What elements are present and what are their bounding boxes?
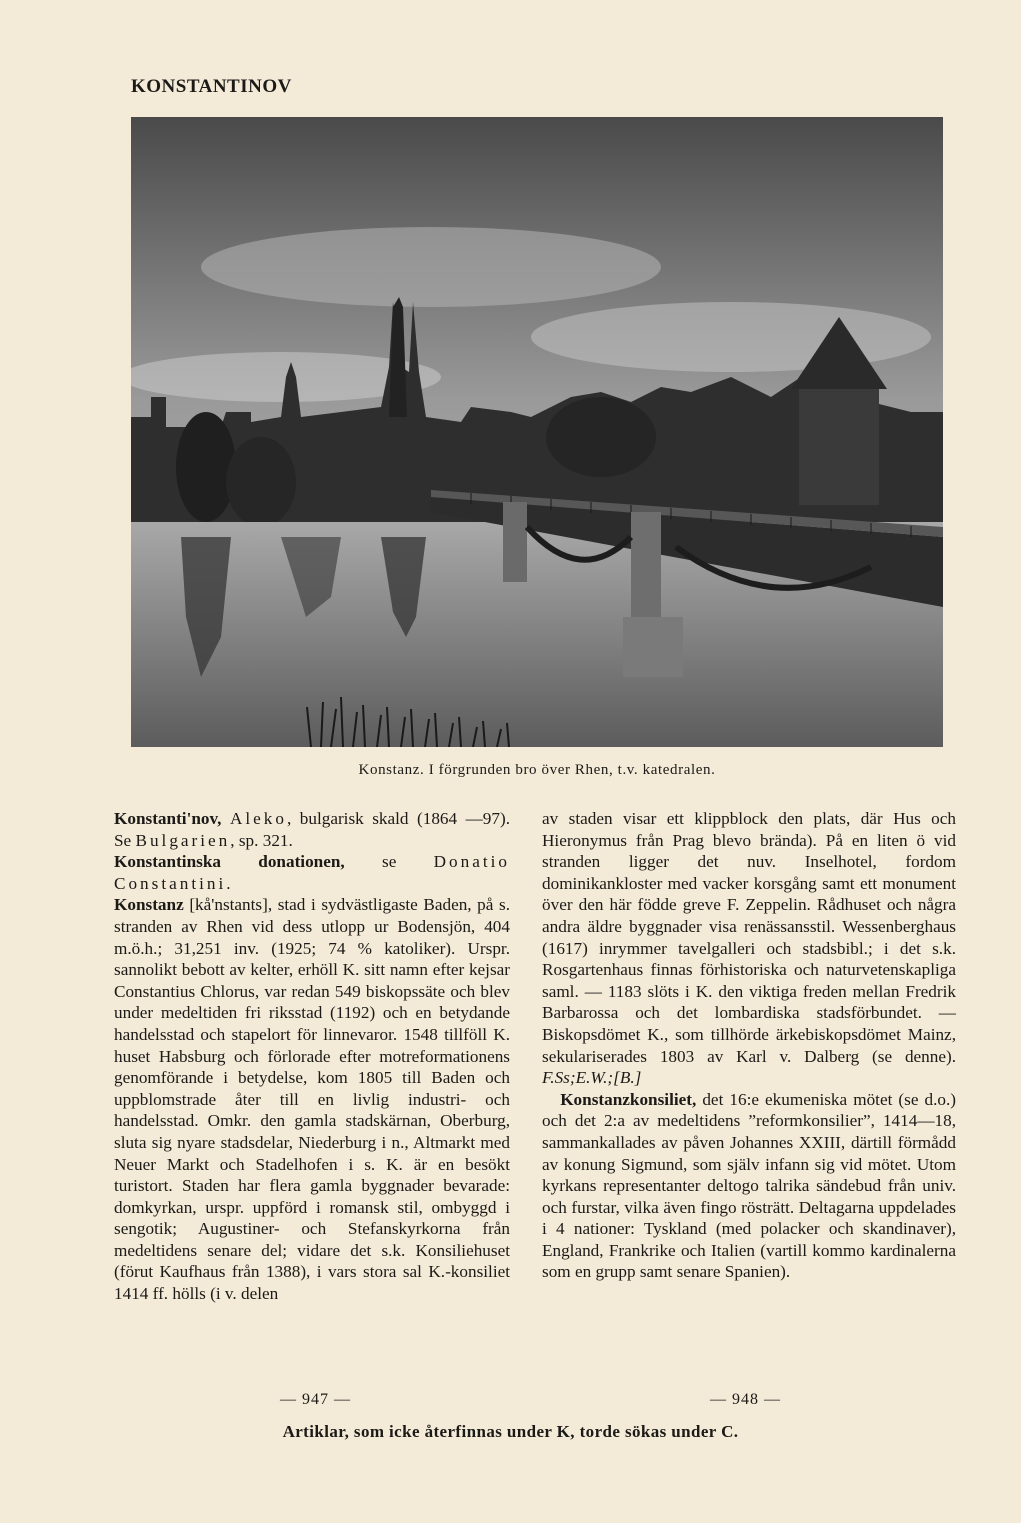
spaced-name: Aleko	[229, 809, 287, 828]
entry-konstanz	[114, 894, 510, 1304]
entry-text: [kå'nstants], stad i sydvästligaste Baden, på s. stranden av Rhen vid dess utlopp ur Bodensjön, 404 m.ö.h.; 31,251 inv. (1925; 74 % katoliker). Urspr. sannolikt bebott av kelter, erhöll K. sitt namn efter kejsar Constantius Chlorus, var redan 549 biskopssäte och blev under medeltiden fri riksstad (1192) och en betydande handelsstad och stapelort för linnevaror. 1548 tillföll K. huset Habsburg och förlorade efter motreformationens genomförande i betydelse, kom 1805 till Baden och uppblomstrade åter till en livlig industri- och handelsstad. Omkr. den gamla stadskärnan, Oberburg, sluta sig nyare stadsdelar, Niederburg i n., Altmarkt med Neuer Markt och Stadelhofen i s. K. är en besökt turistort. Staden har flera gamla byggnader bevarade: domkyrkan, urspr. uppförd i romansk stil, ombyggd i sengotik; Augustiner- och Stefanskyrkorna från medeltidens senare del; vidare det s.k. Konsiliehuset (förut Kaufhaus från 1388), i vars stora sal K.-konsiliet 1414 ff. hölls (i v. delen	[114, 895, 510, 1304]
entry-konstanz-continued	[542, 808, 956, 1089]
author-signature: F.Ss;E.W.;[B.]	[542, 1068, 642, 1088]
entry-head: Konstantinska donationen,	[114, 852, 345, 872]
entry-text: det 16:e ekumeniska mötet (se d.o.) och det 2:a av medeltidens ”reformkonsilier”, 1414—18, sammankallades av påven Johannes XXIII, därtill förmådd av konung Sigmund, som själv infann sig vid mötet. Utom kyrkans representanter deltogo talrika sändebud från univ. och furstar, vilka även fingo rösträtt. Deltagarna uppdelades i 4 nationer: Tyskland (med polacker och skandinaver), England, Frankrike och Italien (vartill kommo kardinalerna som en grupp samt senare Spanien).	[542, 1089, 957, 1282]
entry-text: .	[226, 873, 231, 893]
page-number-right: — 948 —	[710, 1391, 781, 1408]
photo-caption: Konstanz. I förgrunden bro över Rhen, t.v. katedralen.	[358, 762, 716, 778]
running-head: KONSTANTINOV	[131, 76, 292, 97]
footer-note: Artiklar, som icke återfinnas under K, torde sökas under C.	[282, 1422, 739, 1441]
entry-head: Konstanz	[114, 895, 184, 915]
entry-text: se	[344, 852, 397, 872]
entry-text: , bulgarisk skald (1864 —97). Se	[114, 809, 510, 850]
entry-head: Konstanti'nov,	[114, 809, 222, 828]
entry-konstantinov	[114, 808, 510, 851]
photo-illustration	[131, 117, 943, 747]
cross-reference: Donatio Constantini	[114, 852, 510, 893]
cross-reference: Bulgarien	[135, 830, 231, 850]
entry-text: , sp. 321.	[230, 830, 293, 850]
konstanz-photograph	[131, 117, 943, 747]
entry-konstantinska-donationen	[114, 851, 510, 894]
page-number-left: — 947 —	[280, 1391, 351, 1408]
left-column	[114, 808, 510, 1305]
right-column	[542, 808, 956, 1283]
entry-head: Konstanzkonsiliet,	[560, 1089, 697, 1109]
entry-text: av staden visar ett klippblock den plats, där Hus och Hieronymus från Prag blevo brända). På en liten ö vid stranden ligger det nuv. Inselhotel, fordom dominikankloster med vacker korsgång samt ett monument över den här födde greve F. Zeppelin. Rådhuset och några andra äldre byggnader visa renässansstil. Wessenberghaus (1617) inrymmer tavelgalleri och stadsbibl.; i det s.k. Rosgartenhaus finnas förhistoriska och naturvetenskapliga saml. — 1183 slöts i K. den viktiga freden mellan Fredrik Barbarossa och det lombardiska stadsförbundet. — Biskopsdömet K., som tillhörde ärkebiskopsdömet Mainz, sekulariserades 1803 av Karl v. Dalberg (se denne).	[542, 809, 956, 1066]
entry-konstanzkonsiliet	[542, 1089, 956, 1283]
